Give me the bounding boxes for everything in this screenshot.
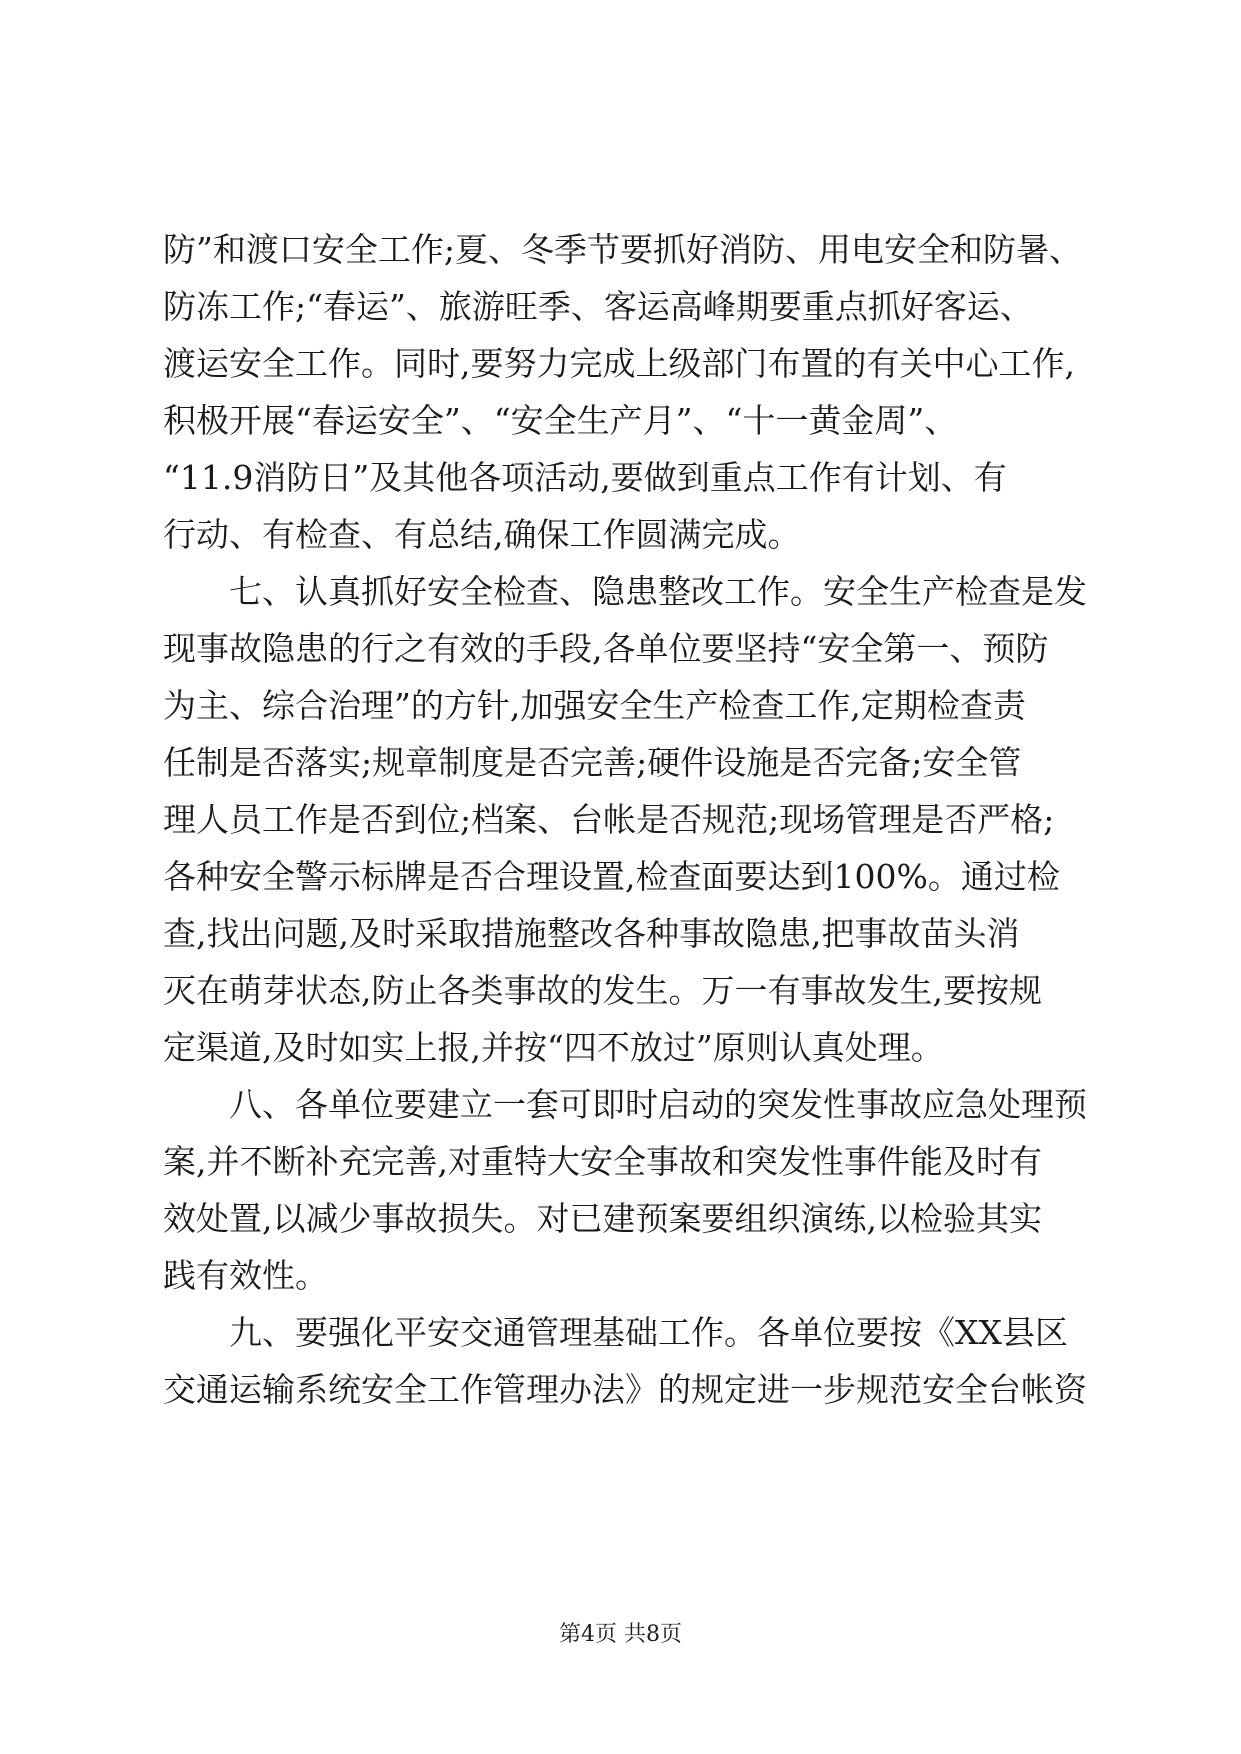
text-line: 定渠道,及时如实上报,并按“四不放过”原则认真处理。: [163, 1028, 944, 1067]
text-line: 案,并不断补充完善,对重特大安全事故和突发性事件能及时有: [163, 1142, 1042, 1181]
text-line: 防冻工作;“春运”、旅游旺季、客运高峰期要重点抓好客运、: [163, 287, 1033, 326]
text-line: 现事故隐患的行之有效的手段,各单位要坚持“安全第一、预防: [163, 629, 1049, 668]
text-line: 防”和渡口安全工作;夏、冬季节要抓好消防、用电安全和防暑、: [163, 230, 1082, 269]
text-line: 积极开展“春运安全”、“安全生产月”、“十一黄金周”、: [163, 401, 958, 440]
text-line: 践有效性。: [163, 1256, 328, 1295]
text-line: “11.9消防日”及其他各项活动,要做到重点工作有计划、有: [163, 458, 1007, 497]
text-line: 效处置,以减少事故损失。对已建预案要组织演练,以检验其实: [163, 1199, 1042, 1238]
text-line: 灭在萌芽状态,防止各类事故的发生。万一有事故发生,要按规: [163, 971, 1042, 1010]
page-number-footer: 第4页 共8页: [559, 1622, 682, 1647]
text-line: 理人员工作是否到位;档案、台帐是否规范;现场管理是否严格;: [163, 800, 1055, 839]
text-line: 交通运输系统安全工作管理办法》的规定进一步规范安全台帐资: [163, 1370, 1087, 1409]
text-line: 查,找出问题,及时采取措施整改各种事故隐患,把事故苗头消: [163, 914, 1020, 953]
text-line: 行动、有检查、有总结,确保工作圆满完成。: [163, 515, 801, 554]
paragraph-heading-line: 七、认真抓好安全检查、隐患整改工作。安全生产检查是发: [229, 572, 1087, 611]
text-line: 各种安全警示标牌是否合理设置,检查面要达到100%。通过检: [163, 857, 1060, 896]
text-line: 为主、综合治理”的方针,加强安全生产检查工作,定期检查责: [163, 686, 1026, 725]
text-line: 任制是否落实;规章制度是否完善;硬件设施是否完备;安全管: [163, 743, 1022, 782]
paragraph-heading-line: 八、各单位要建立一套可即时启动的突发性事故应急处理预: [229, 1085, 1087, 1124]
paragraph-heading-line: 九、要强化平安交通管理基础工作。各单位要按《XX县区: [229, 1313, 1068, 1352]
text-line: 渡运安全工作。同时,要努力完成上级部门布置的有关中心工作,: [163, 344, 1075, 383]
